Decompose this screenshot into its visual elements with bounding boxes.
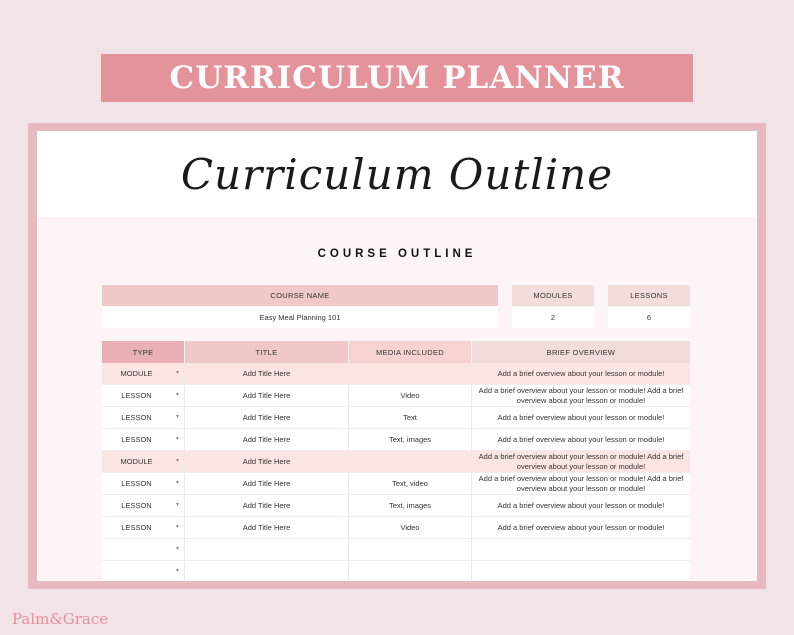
modules-header: MODULES	[512, 285, 594, 306]
table-row	[102, 385, 690, 407]
chevron-down-icon[interactable]: ▾	[171, 451, 185, 472]
media-cell[interactable]: Text	[349, 407, 472, 428]
modules-cell[interactable]: 2	[512, 307, 594, 328]
media-cell[interactable]	[349, 451, 472, 472]
title-cell[interactable]	[185, 539, 349, 560]
script-header	[37, 131, 757, 217]
chevron-down-icon[interactable]: ▾	[171, 495, 185, 516]
title-banner	[101, 54, 693, 102]
outline-table	[102, 363, 690, 581]
section-title: COURSE OUTLINE	[317, 248, 477, 260]
chevron-down-icon[interactable]: ▾	[171, 517, 185, 538]
title-column-header: TITLE	[185, 341, 348, 363]
table-row	[102, 451, 690, 473]
overview-cell[interactable]: Add a brief overview about your lesson or module!	[497, 522, 665, 532]
overview-cell[interactable]: Add a brief overview about your lesson or module! Add a brief overview about your lesson or module!	[478, 474, 684, 493]
chevron-down-icon[interactable]: ▾	[171, 429, 185, 450]
title-cell[interactable]: Add Title Here	[185, 473, 349, 494]
type-cell[interactable]: LESSON	[121, 478, 152, 488]
type-cell[interactable]: MODULE	[120, 456, 153, 466]
banner-title: CURRICULUM PLANNER	[169, 60, 625, 96]
table-row	[102, 495, 690, 517]
lessons-cell[interactable]: 6	[608, 307, 690, 328]
media-cell[interactable]	[349, 363, 472, 384]
table-row	[102, 517, 690, 539]
chevron-down-icon[interactable]: ▾	[171, 363, 185, 384]
media-cell[interactable]	[349, 539, 472, 560]
overview-cell[interactable]: Add a brief overview about your lesson or module!	[497, 434, 665, 444]
chevron-down-icon[interactable]: ▾	[171, 473, 185, 494]
overview-column-header: BRIEF OVERVIEW	[472, 341, 690, 363]
media-cell[interactable]: Text, video	[349, 473, 472, 494]
course-name-cell[interactable]: Easy Meal Planning 101	[102, 307, 498, 328]
overview-cell[interactable]: Add a brief overview about your lesson or module! Add a brief overview about your lesson or module!	[478, 452, 684, 471]
type-cell[interactable]: LESSON	[121, 390, 152, 400]
title-cell[interactable]: Add Title Here	[185, 407, 349, 428]
title-cell[interactable]: Add Title Here	[185, 517, 349, 538]
overview-cell[interactable]: Add a brief overview about your lesson or module! Add a brief overview about your lesson or module!	[478, 386, 684, 405]
spreadsheet-sheet	[37, 131, 757, 581]
title-cell[interactable]: Add Title Here	[185, 363, 349, 384]
overview-cell[interactable]	[472, 561, 690, 581]
media-cell[interactable]	[349, 561, 472, 581]
title-cell[interactable]: Add Title Here	[185, 495, 349, 516]
script-title: Curriculum Outline	[180, 149, 614, 199]
overview-cell[interactable]: Add a brief overview about your lesson or module!	[497, 368, 665, 378]
media-cell[interactable]: Video	[349, 517, 472, 538]
brand-logo: Palm&Grace	[12, 610, 109, 628]
overview-cell[interactable]: Add a brief overview about your lesson or module!	[497, 500, 665, 510]
type-cell[interactable]	[102, 561, 171, 581]
type-cell[interactable]: MODULE	[120, 368, 153, 378]
title-cell[interactable]: Add Title Here	[185, 429, 349, 450]
type-cell[interactable]: LESSON	[121, 500, 152, 510]
course-name-header: COURSE NAME	[102, 285, 498, 306]
table-row	[102, 561, 690, 581]
chevron-down-icon[interactable]: ▾	[171, 539, 185, 560]
table-row	[102, 363, 690, 385]
type-cell[interactable]: LESSON	[121, 412, 152, 422]
type-cell[interactable]: LESSON	[121, 434, 152, 444]
title-cell[interactable]	[185, 561, 349, 581]
chevron-down-icon[interactable]: ▾	[171, 561, 185, 581]
chevron-down-icon[interactable]: ▾	[171, 385, 185, 406]
type-column-header: TYPE	[102, 341, 184, 363]
overview-cell[interactable]: Add a brief overview about your lesson or module!	[497, 412, 665, 422]
type-cell[interactable]: LESSON	[121, 522, 152, 532]
table-row	[102, 407, 690, 429]
title-cell[interactable]: Add Title Here	[185, 385, 349, 406]
sheet-frame	[28, 123, 766, 589]
media-column-header: MEDIA INCLUDED	[349, 341, 471, 363]
table-row	[102, 539, 690, 561]
table-row	[102, 429, 690, 451]
media-cell[interactable]: Text, images	[349, 495, 472, 516]
media-cell[interactable]: Video	[349, 385, 472, 406]
table-row	[102, 473, 690, 495]
chevron-down-icon[interactable]: ▾	[171, 407, 185, 428]
lessons-header: LESSONS	[608, 285, 690, 306]
media-cell[interactable]: Text, images	[349, 429, 472, 450]
overview-cell[interactable]	[472, 539, 690, 560]
type-cell[interactable]	[102, 539, 171, 560]
title-cell[interactable]: Add Title Here	[185, 451, 349, 472]
